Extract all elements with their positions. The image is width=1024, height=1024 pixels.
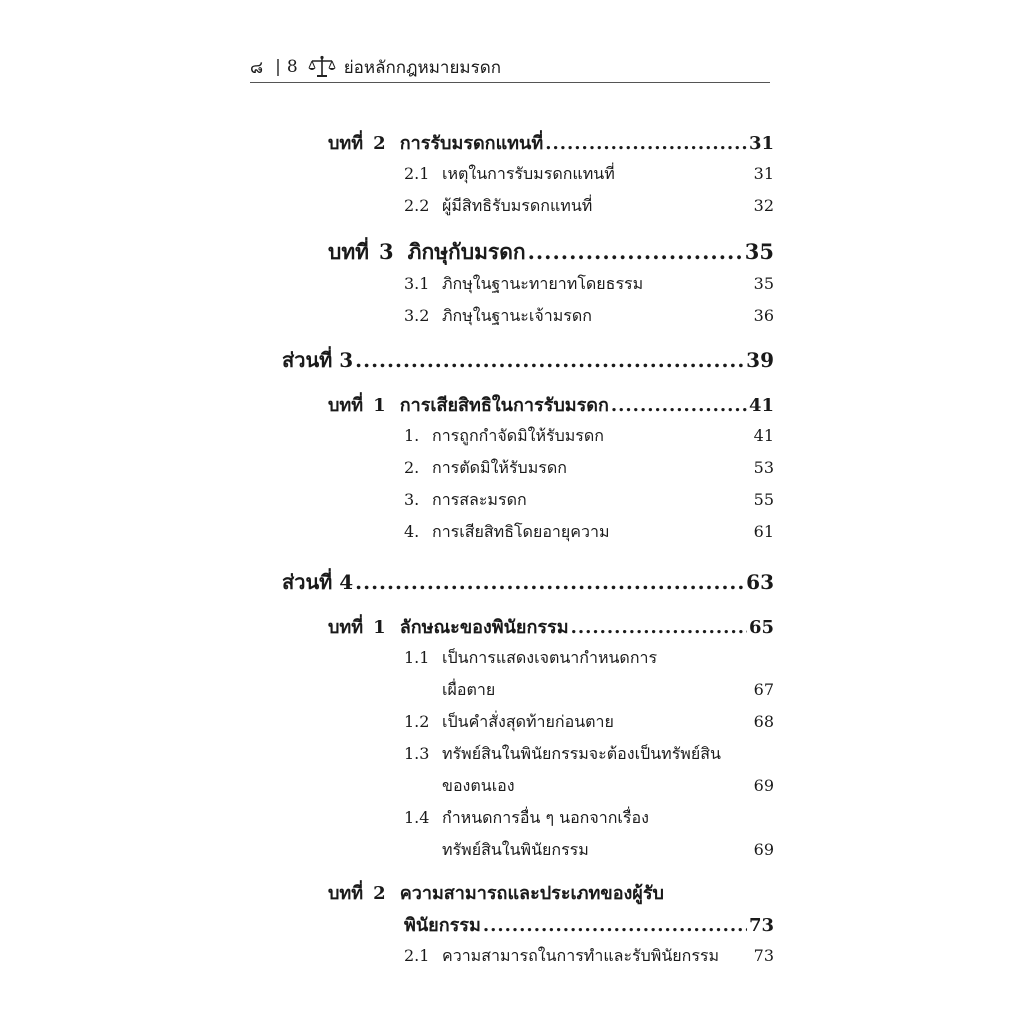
entry-text: ความสามารถในการทำและรับพินัยกรรม	[442, 946, 720, 965]
toc-part3-entry-3[interactable]	[404, 488, 774, 513]
entry-text: การตัดมิให้รับมรดก	[432, 458, 567, 477]
page-ref: 39	[746, 348, 774, 372]
chapter-title: ความสามารถและประเภทของผู้รับ	[399, 883, 664, 904]
entry-number: 3.	[404, 490, 420, 509]
chapter-title: การรับมรดกแทนที่	[399, 133, 544, 154]
toc-part4-entry-1-4-cont	[442, 838, 774, 863]
dot-leader	[355, 570, 744, 594]
toc-part4-entry-1-1[interactable]	[404, 646, 774, 671]
toc-part4-chapter-2-cont	[404, 910, 774, 939]
toc-entry-2-2[interactable]	[404, 194, 774, 219]
page-ref: 67	[753, 680, 774, 699]
page-ref: 35	[753, 274, 774, 293]
toc-chapter-2[interactable]	[328, 128, 774, 157]
book-title: ย่อหลักกฎหมายมรดก	[343, 57, 502, 78]
entry-text: ภิกษุในฐานะทายาทโดยธรรม	[442, 274, 644, 293]
entry-text: กำหนดการอื่น ๆ นอกจากเรื่อง	[442, 808, 649, 827]
toc-chapter-3[interactable]	[328, 236, 774, 269]
page-ref: 41	[748, 395, 774, 416]
page-ref: 41	[753, 426, 774, 445]
scales-of-justice-icon	[308, 55, 336, 79]
entry-number: 2.2	[404, 196, 430, 215]
chapter-title: การเสียสิทธิในการรับมรดก	[399, 395, 609, 416]
entry-number: 3.2	[404, 306, 430, 325]
entry-number: 2.1	[404, 946, 430, 965]
dot-leader	[545, 133, 747, 154]
page-ref: 69	[753, 776, 774, 795]
toc-entry-3-2[interactable]	[404, 304, 774, 329]
entry-text-cont: ของตนเอง	[442, 776, 515, 795]
toc-entry-2-1[interactable]	[404, 162, 774, 187]
page-ref: 65	[748, 617, 774, 638]
toc-part3-entry-4[interactable]	[404, 520, 774, 545]
toc-part-4[interactable]	[282, 566, 774, 598]
chapter-prefix: บทที่	[328, 133, 364, 154]
header-rule	[250, 82, 770, 83]
entry-text: ภิกษุในฐานะเจ้ามรดก	[442, 306, 592, 325]
chapter-number: 2	[373, 883, 386, 904]
chapter-title: ภิกษุกับมรดก	[407, 239, 526, 264]
page-ref: 31	[748, 133, 774, 154]
entry-text-cont: เผื่อตาย	[442, 680, 496, 699]
dot-leader	[528, 239, 743, 264]
entry-number: 1.2	[404, 712, 430, 731]
entry-text: เป็นการแสดงเจตนากำหนดการ	[442, 648, 658, 667]
entry-text: การถูกกำจัดมิให้รับมรดก	[432, 426, 604, 445]
toc-part4-entry-1-3[interactable]	[404, 742, 774, 767]
chapter-number: 1	[373, 617, 386, 638]
page-ref: 53	[753, 458, 774, 477]
chapter-prefix: บทที่	[328, 239, 370, 264]
toc-part4-chapter-2[interactable]	[328, 878, 774, 907]
entry-text: ทรัพย์สินในพินัยกรรมจะต้องเป็นทรัพย์สิน	[442, 744, 721, 763]
page-ref: 68	[753, 712, 774, 731]
toc-part4-entry-1-2[interactable]	[404, 710, 774, 735]
entry-text: การเสียสิทธิโดยอายุความ	[432, 522, 610, 541]
chapter-prefix: บทที่	[328, 883, 364, 904]
entry-text-cont: ทรัพย์สินในพินัยกรรม	[442, 840, 589, 859]
chapter-title: ลักษณะของพินัยกรรม	[399, 617, 569, 638]
page-ref: 63	[746, 570, 774, 594]
chapter-prefix: บทที่	[328, 617, 364, 638]
running-header	[250, 52, 770, 82]
toc-entry-3-1[interactable]	[404, 272, 774, 297]
toc-part4-entry-1-3-cont	[442, 774, 774, 799]
page-ref: 73	[748, 915, 774, 936]
entry-number: 2.1	[404, 164, 430, 183]
entry-text: เป็นคำสั่งสุดท้ายก่อนตาย	[442, 712, 614, 731]
page-number-thai: ๘	[250, 57, 264, 78]
dot-leader	[571, 617, 747, 638]
entry-number: 4.	[404, 522, 420, 541]
chapter-title-cont: พินัยกรรม	[404, 915, 481, 936]
chapter-number: 1	[373, 395, 386, 416]
page-ref: 55	[753, 490, 774, 509]
toc-part4-entry-2-1[interactable]	[404, 944, 774, 969]
page-ref: 32	[753, 196, 774, 215]
toc-part4-chapter-1[interactable]	[328, 612, 774, 641]
entry-text: ผู้มีสิทธิรับมรดกแทนที่	[442, 196, 593, 215]
entry-text: เหตุในการรับมรดกแทนที่	[442, 164, 615, 183]
header-separator: |	[275, 57, 281, 77]
page-number: 8	[286, 57, 298, 77]
toc-part-3[interactable]	[282, 344, 774, 376]
part-title: ส่วนที่ 3	[282, 348, 354, 372]
entry-number: 1.1	[404, 648, 430, 667]
dot-leader	[611, 395, 747, 416]
page-ref: 69	[753, 840, 774, 859]
entry-number: 1.4	[404, 808, 430, 827]
page-ref: 31	[753, 164, 774, 183]
toc-part4-entry-1-1-cont	[442, 678, 774, 703]
entry-number: 1.	[404, 426, 420, 445]
toc-part3-entry-2[interactable]	[404, 456, 774, 481]
dot-leader	[355, 348, 744, 372]
part-title: ส่วนที่ 4	[282, 570, 354, 594]
page-ref: 35	[744, 239, 774, 264]
page-ref: 73	[753, 946, 774, 965]
page-ref: 61	[753, 522, 774, 541]
chapter-number: 3	[379, 239, 394, 264]
toc-part3-chapter-1[interactable]	[328, 390, 774, 419]
entry-number: 1.3	[404, 744, 430, 763]
chapter-prefix: บทที่	[328, 395, 364, 416]
chapter-number: 2	[373, 133, 386, 154]
toc-part3-entry-1[interactable]	[404, 424, 774, 449]
entry-number: 2.	[404, 458, 420, 477]
page-ref: 36	[753, 306, 774, 325]
entry-number: 3.1	[404, 274, 430, 293]
dot-leader	[483, 915, 747, 936]
toc-part4-entry-1-4[interactable]	[404, 806, 774, 831]
entry-text: การสละมรดก	[432, 490, 527, 509]
